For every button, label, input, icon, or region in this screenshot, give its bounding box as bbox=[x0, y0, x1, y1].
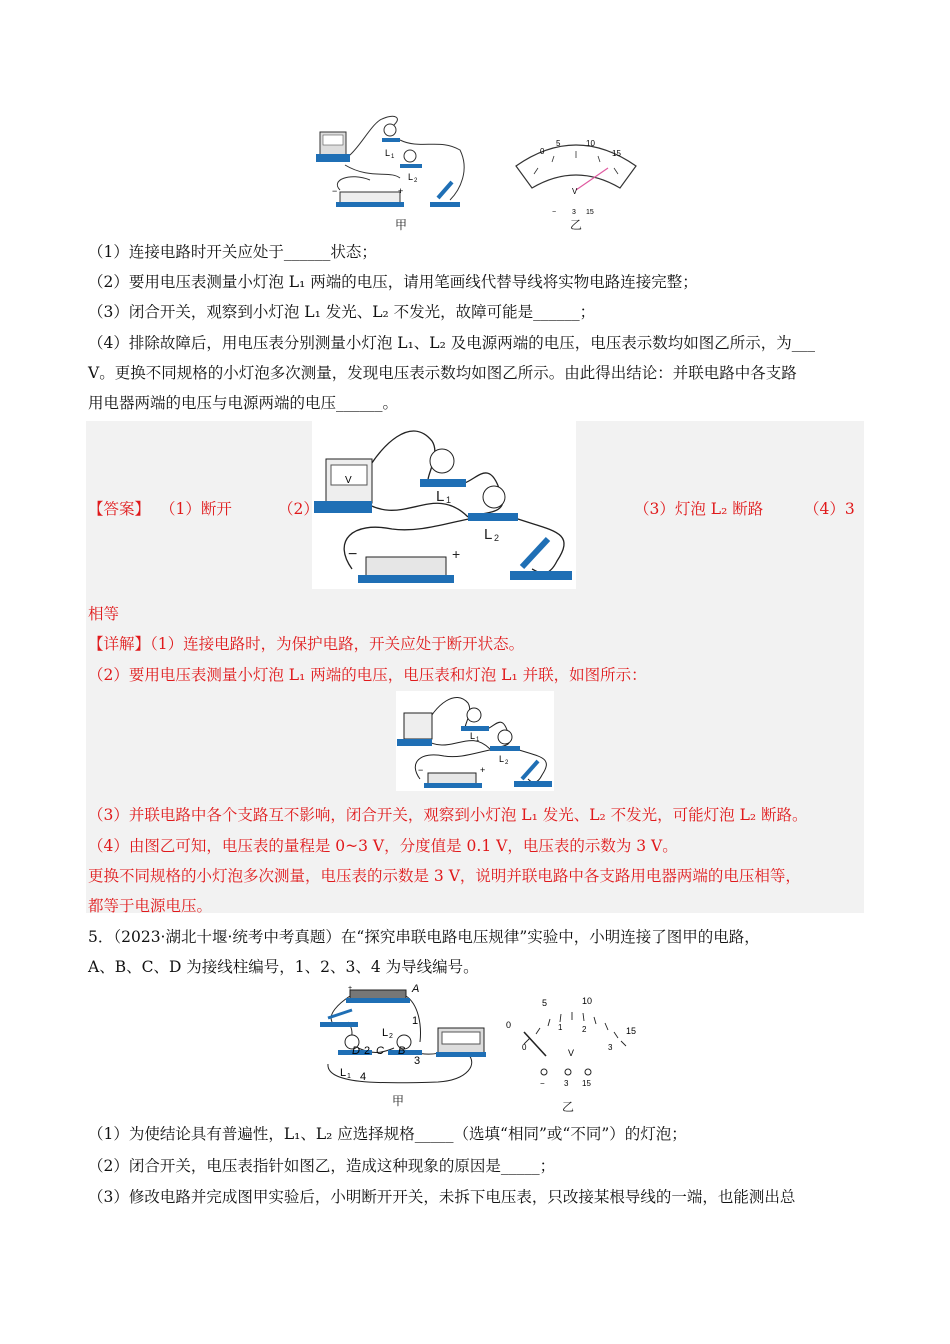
detail-part2: （2）要用电压表测量小灯泡 L₁ 两端的电压，电压表和灯泡 L₁ 并联，如图所示： bbox=[88, 666, 647, 684]
svg-text:+: + bbox=[398, 186, 404, 196]
q5-voltmeter-figure-yi bbox=[502, 992, 642, 1092]
svg-text:L: L bbox=[382, 1027, 389, 1039]
answer-part4: （4）3 bbox=[804, 500, 855, 518]
svg-text:2: 2 bbox=[414, 178, 418, 184]
answer-part1: （1）断开 bbox=[160, 500, 232, 518]
svg-text:2: 2 bbox=[505, 760, 509, 766]
q5-part1: （1）为使结论具有普遍性，L₁、L₂ 应选择规格_____（选填“相同”或“不同”）的灯泡； bbox=[88, 1125, 687, 1143]
q4-caption-jia: 甲 bbox=[395, 218, 408, 232]
svg-text:V: V bbox=[345, 475, 352, 486]
detail-part3: （3）并联电路中各个支路互不影响，闭合开关，观察到小灯泡 L₁ 发光、L₂ 不发光，可能灯泡 L₂ 断路。 bbox=[88, 806, 808, 824]
svg-text:−: − bbox=[332, 186, 338, 196]
svg-text:5: 5 bbox=[556, 139, 561, 148]
answer-circuit-figure bbox=[312, 421, 576, 589]
q4-part2: （2）要用电压表测量小灯泡 L₁ 两端的电压，请用笔画线代替导线将实物电路连接完整； bbox=[88, 273, 698, 291]
svg-text:3: 3 bbox=[564, 1079, 569, 1088]
q5-caption-yi: 乙 bbox=[562, 1100, 575, 1114]
svg-text:B: B bbox=[398, 1045, 406, 1057]
svg-text:L: L bbox=[499, 754, 505, 764]
answer-part2: （2） bbox=[278, 500, 319, 518]
q4-part1: （1）连接电路时开关应处于______状态； bbox=[88, 243, 377, 261]
q5-part2: （2）闭合开关，电压表指针如图乙，造成这种现象的原因是_____； bbox=[88, 1157, 556, 1175]
svg-text:L: L bbox=[436, 488, 445, 505]
svg-text:D: D bbox=[352, 1045, 360, 1057]
detail-tag-line bbox=[88, 634, 524, 654]
svg-text:3: 3 bbox=[572, 209, 576, 216]
svg-text:0: 0 bbox=[522, 1043, 527, 1052]
svg-text:−: − bbox=[418, 765, 424, 775]
svg-text:15: 15 bbox=[586, 209, 594, 216]
svg-text:1: 1 bbox=[558, 1023, 563, 1032]
detail-tag: 【详解】 bbox=[88, 635, 151, 653]
svg-text:V: V bbox=[568, 1048, 575, 1058]
svg-text:2: 2 bbox=[389, 1033, 393, 1040]
svg-text:3: 3 bbox=[414, 1055, 421, 1067]
q5-stem-line2: A、B、C、D 为接线柱编号，1、2、3、4 为导线编号。 bbox=[88, 958, 479, 976]
q5-circuit-figure-jia bbox=[318, 984, 486, 1090]
detail-circuit-figure bbox=[396, 691, 554, 791]
svg-text:−: − bbox=[540, 1079, 545, 1088]
answer-part4-cont: 相等 bbox=[88, 605, 120, 623]
svg-text:10: 10 bbox=[586, 139, 595, 148]
svg-text:5: 5 bbox=[542, 998, 548, 1008]
svg-text:1: 1 bbox=[347, 1073, 351, 1080]
svg-text:C: C bbox=[376, 1045, 384, 1057]
svg-text:1: 1 bbox=[412, 1015, 419, 1027]
q4-part4-line3: 用电器两端的电压与电源两端的电压______。 bbox=[88, 394, 399, 412]
svg-text:L: L bbox=[484, 526, 493, 543]
svg-text:+: + bbox=[452, 546, 461, 562]
q4-part3: （3）闭合开关，观察到小灯泡 L₁ 发光、L₂ 不发光，故障可能是______； bbox=[88, 303, 596, 321]
detail-part1: （1）连接电路时，为保护电路，开关应处于断开状态。 bbox=[150, 635, 525, 653]
svg-text:L: L bbox=[385, 148, 391, 158]
svg-text:15: 15 bbox=[582, 1079, 591, 1088]
svg-text:+: + bbox=[480, 765, 486, 775]
q4-part4-line1: （4）排除故障后，用电压表分别测量小灯泡 L₁、L₂ 及电源两端的电压，电压表示数均如图乙所示，为___ bbox=[88, 334, 815, 352]
svg-text:0: 0 bbox=[506, 1020, 512, 1030]
detail-part4: （4）由图乙可知，电压表的量程是 0~3 V，分度值是 0.1 V，电压表的示数为 3 V。 bbox=[88, 837, 678, 855]
answer-part3: （3）灯泡 L₂ 断路 bbox=[634, 500, 764, 518]
q4-part4-line2: V。更换不同规格的小灯泡多次测量，发现电压表示数均如图乙所示。由此得出结论：并联电路中各支路 bbox=[88, 364, 797, 382]
q4-circuit-figure-jia bbox=[310, 110, 480, 214]
svg-text:L: L bbox=[408, 172, 414, 182]
detail-part6: 都等于电源电压。 bbox=[88, 897, 213, 915]
svg-text:1: 1 bbox=[476, 737, 480, 743]
svg-text:A: A bbox=[412, 984, 420, 995]
q5-part3: （3）修改电路并完成图甲实验后，小明断开开关，未拆下电压表，只改接某根导线的一端，也能测出总 bbox=[88, 1188, 796, 1206]
svg-text:3: 3 bbox=[608, 1043, 613, 1052]
svg-text:10: 10 bbox=[582, 996, 593, 1006]
detail-part5: 更换不同规格的小灯泡多次测量，电压表的示数是 3 V，说明并联电路中各支路用电器两端的电压相等， bbox=[88, 867, 801, 885]
q4-voltmeter-figure-yi bbox=[512, 132, 640, 218]
q5-caption-jia: 甲 bbox=[392, 1094, 405, 1108]
svg-text:V: V bbox=[572, 187, 578, 196]
svg-text:2: 2 bbox=[494, 533, 500, 543]
svg-text:−: − bbox=[348, 546, 358, 563]
svg-text:2: 2 bbox=[364, 1045, 371, 1057]
svg-text:15: 15 bbox=[612, 149, 621, 158]
svg-text:L: L bbox=[470, 731, 476, 741]
svg-text:L: L bbox=[340, 1067, 347, 1079]
svg-text:1: 1 bbox=[391, 154, 395, 160]
q4-caption-yi: 乙 bbox=[570, 218, 583, 232]
q5-stem-line1: 5．（2023·湖北十堰·统考中考真题）在“探究串联电路电压规律”实验中，小明连接了图甲的电路， bbox=[88, 928, 760, 946]
svg-text:+: + bbox=[348, 985, 353, 992]
svg-text:0: 0 bbox=[540, 147, 545, 156]
svg-text:1: 1 bbox=[446, 495, 452, 505]
svg-text:15: 15 bbox=[626, 1026, 637, 1036]
answer-tag: 【答案】 bbox=[88, 500, 151, 518]
svg-text:−: − bbox=[552, 209, 557, 216]
svg-text:2: 2 bbox=[582, 1025, 587, 1034]
svg-text:4: 4 bbox=[360, 1071, 367, 1083]
